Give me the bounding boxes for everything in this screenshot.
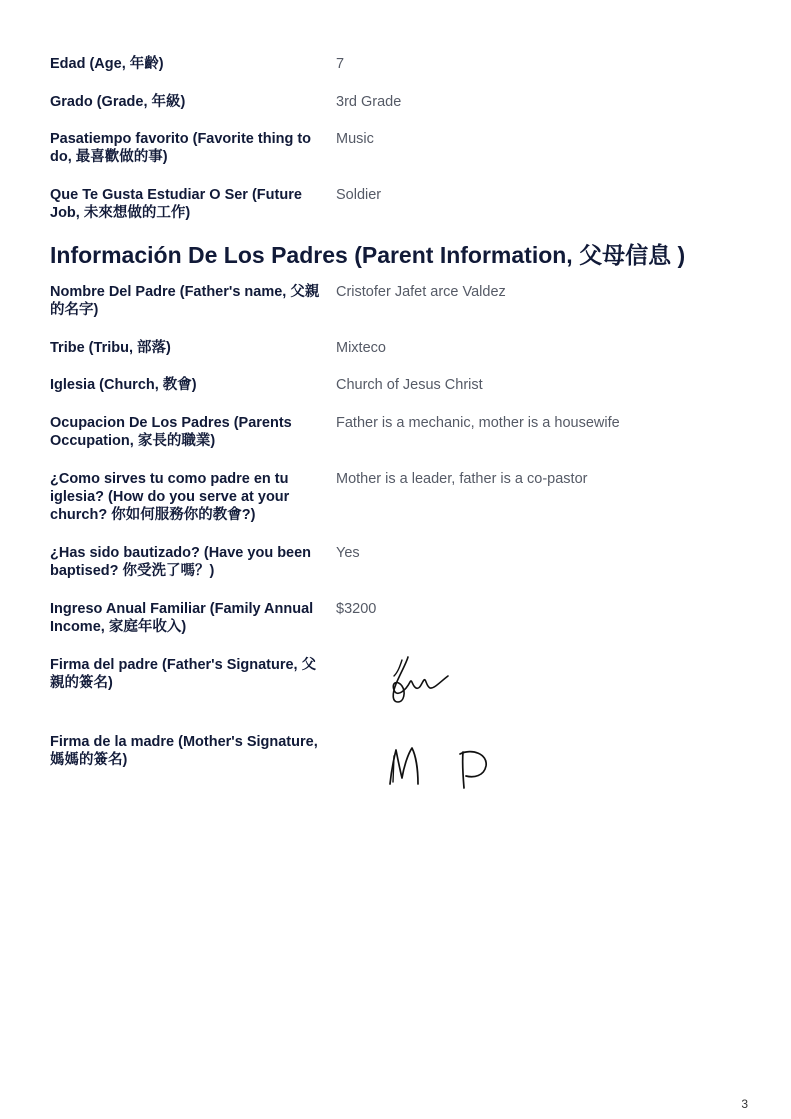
age-label: Edad (Age, 年齡) [50,56,164,72]
future-job-value: Soldier [336,187,382,203]
favorite-thing-label: Pasatiempo favorito (Favorite thing to do, 最喜歡做的事) [50,131,312,165]
page-number: 3 [741,1097,748,1111]
mother-signature-label: Firma de la madre (Mother's Signature, 媽媽的簽名) [50,734,318,768]
grade-value: 3rd Grade [336,94,402,110]
parents-occupation-label: Ocupacion De Los Padres (Parents Occupation, 家長的職業) [50,415,292,449]
father-signature-label: Firma del padre (Father's Signature, 父親的簽名) [50,657,317,691]
grade-label: Grado (Grade, 年級) [50,94,186,110]
father-signature-image [336,652,466,714]
age-value: 7 [336,56,345,72]
future-job-label: Que Te Gusta Estudiar O Ser (Future Job, 未來想做的工作) [50,187,302,221]
church-label: Iglesia (Church, 教會) [50,377,197,393]
baptised-label: ¿Has sido bautizado? (Have you been baptised? 你受洗了嗎？) [50,545,312,579]
parent-information-heading: Información De Los Padres (Parent Information, 父母信息 ) [50,242,686,268]
church-value: Church of Jesus Christ [336,377,483,393]
mother-signature-image [336,736,506,796]
father-name-value: Cristofer Jafet arce Valdez [336,284,506,300]
annual-income-value: $3200 [336,601,377,617]
father-name-label: Nombre Del Padre (Father's name, 父親的名字) [50,284,320,318]
annual-income-label: Ingreso Anual Familiar (Family Annual Income, 家庭年收入) [50,601,314,635]
baptised-value: Yes [336,545,360,561]
church-service-value: Mother is a leader, father is a co-pastor [336,471,588,487]
tribe-label: Tribe (Tribu, 部落) [50,340,171,356]
tribe-value: Mixteco [336,340,386,356]
parents-occupation-value: Father is a mechanic, mother is a housewife [336,415,620,431]
church-service-label: ¿Como sirves tu como padre en tu iglesia? (How do you serve at your church? 你如何服務你的教會?) [50,471,290,523]
favorite-thing-value: Music [336,131,374,147]
